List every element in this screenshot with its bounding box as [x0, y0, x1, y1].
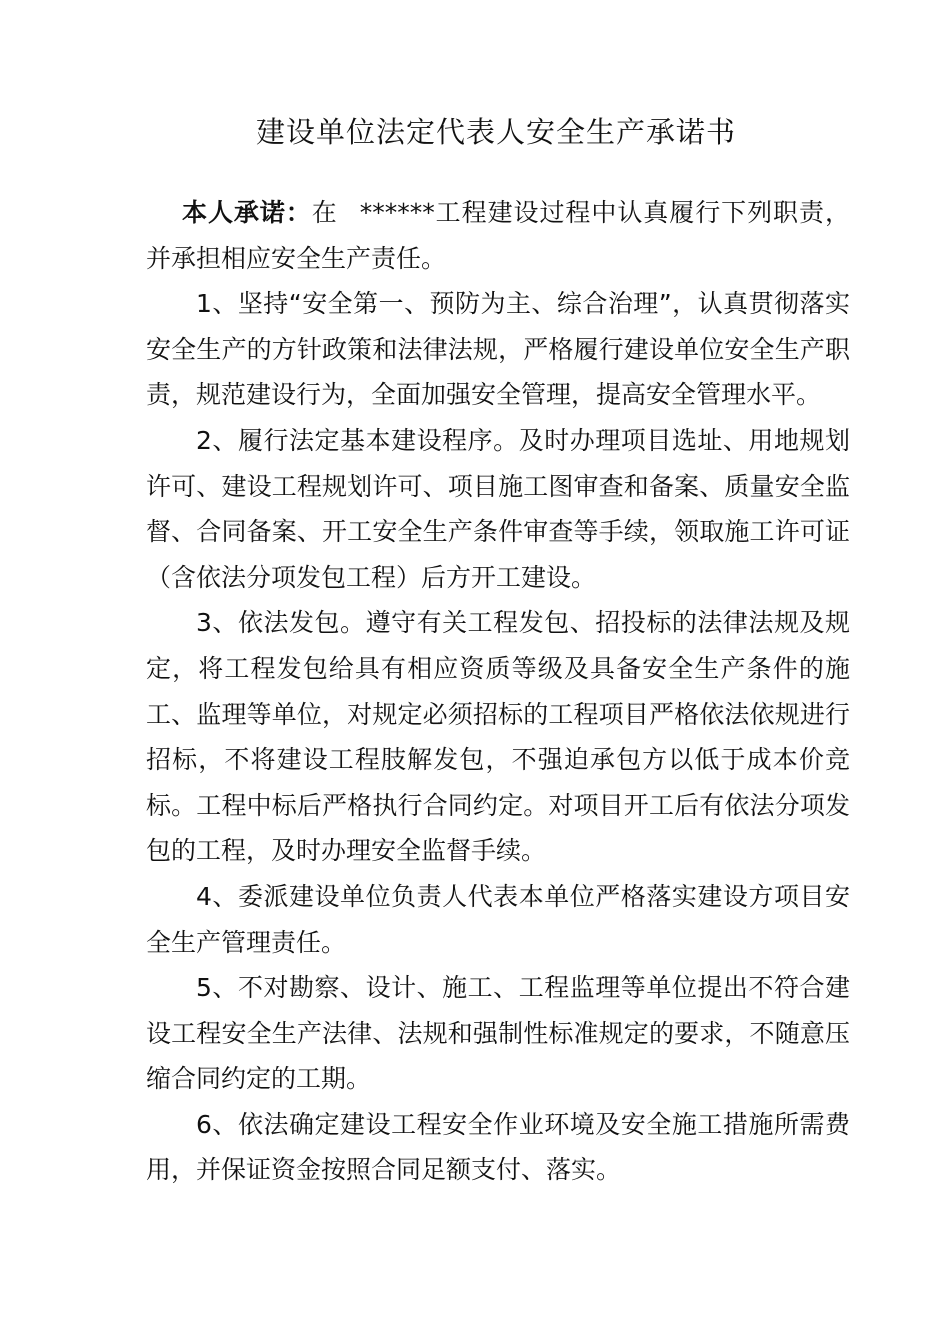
clause-3: 3、依法发包。遵守有关工程发包、招投标的法律法规及规定，将工程发包给具有相应资质等级及具备安全生产条件的施工、监理等单位，对规定必须招标的工程项目严格依法依规进行招标，不将建设工程肢解发包，不强迫承包方以低于成本价竞标。工程中标后严格执行合同约定。对项目开工后有依法分项发包的工程，及时办理安全监督手续。 [146, 608, 850, 866]
clause-1: 1、坚持“安全第一、预防为主、综合治理”，认真贯彻落实安全生产的方针政策和法律法规，严格履行建设单位安全生产职责，规范建设行为，全面加强安全管理，提高安全管理水平。 [146, 289, 850, 410]
intro-text: 工程建设过程中认真履行下列职责，并承担相应安全生产责任。 [146, 198, 850, 273]
intro-project-name: ****** [359, 198, 435, 227]
clause-4: 4、委派建设单位负责人代表本单位严格落实建设方项目安全生产管理责任。 [146, 881, 850, 957]
document-body [146, 190, 850, 1193]
clause-2: 2、履行法定基本建设程序。及时办理项目选址、用地规划许可、建设工程规划许可、项目施工图审查和备案、质量安全监督、合同备案、开工安全生产条件审查等手续，领取施工许可证（含依法分项发包工程）后方开工建设。 [146, 425, 850, 592]
document-title: 建设单位法定代表人安全生产承诺书 [255, 115, 736, 149]
intro-paragraph [146, 190, 850, 281]
intro-prefix: 在 [311, 198, 338, 227]
intro-label: 本人承诺： [182, 198, 312, 227]
clause-6: 6、依法确定建设工程安全作业环境及安全施工措施所需费用，并保证资金按照合同足额支付、落实。 [146, 1109, 850, 1185]
clause-5: 5、不对勘察、设计、施工、工程监理等单位提出不符合建设工程安全生产法律、法规和强制性标准规定的要求，不随意压缩合同约定的工期。 [146, 973, 850, 1094]
